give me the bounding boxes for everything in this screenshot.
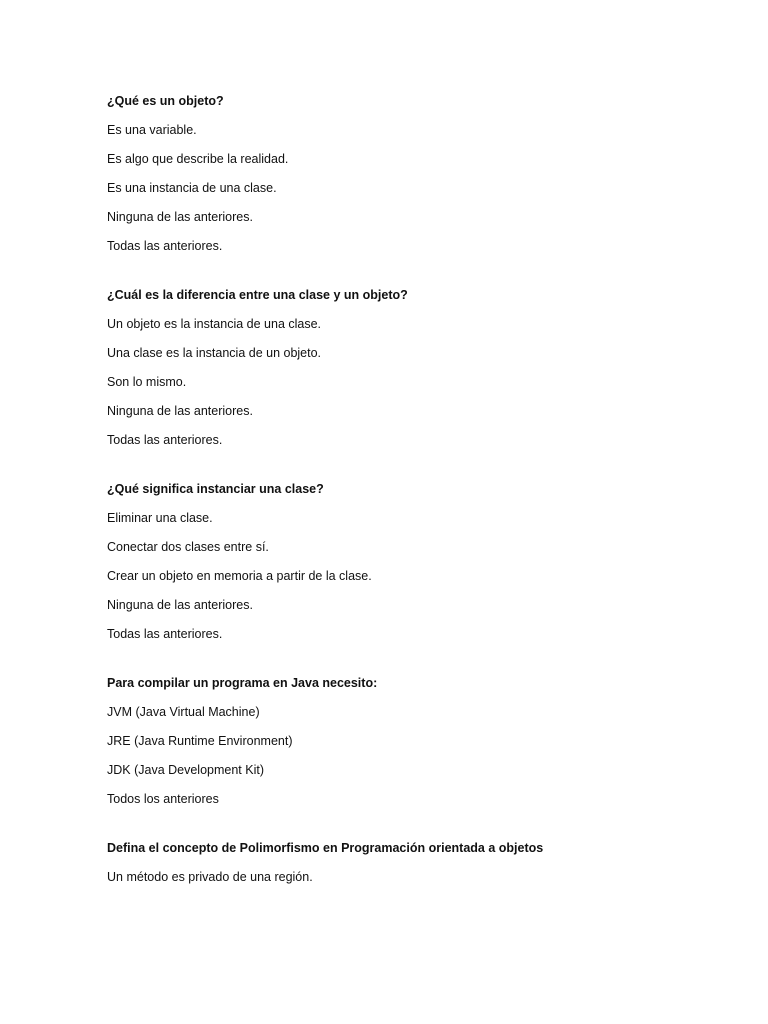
answer-option: Es una instancia de una clase. [107, 181, 277, 195]
answer-option: Todas las anteriores. [107, 433, 223, 447]
answer-option: Conectar dos clases entre sí. [107, 540, 269, 554]
answer-option: Un objeto es la instancia de una clase. [107, 317, 322, 331]
answer-option: Todas las anteriores. [107, 627, 223, 641]
question-title: ¿Cuál es la diferencia entre una clase y un objeto? [107, 288, 408, 302]
question-title: Defina el concepto de Polimorfismo en Programación orientada a objetos [107, 841, 544, 855]
answer-option: Es algo que describe la realidad. [107, 152, 289, 166]
answer-option: Eliminar una clase. [107, 511, 213, 525]
question-title: ¿Qué significa instanciar una clase? [107, 482, 324, 496]
question-1 [107, 91, 747, 256]
answer-option: Crear un objeto en memoria a partir de la clase. [107, 569, 372, 583]
question-title: ¿Qué es un objeto? [107, 94, 224, 108]
answer-option: Todas las anteriores. [107, 239, 223, 253]
question-title: Para compilar un programa en Java necesito: [107, 676, 378, 690]
question-2 [107, 285, 747, 450]
answer-option: Es una variable. [107, 123, 197, 137]
answer-option: JDK (Java Development Kit) [107, 763, 265, 777]
answer-option: Una clase es la instancia de un objeto. [107, 346, 322, 360]
answer-option: Un método es privado de una región. [107, 870, 313, 884]
question-3 [107, 479, 747, 644]
answer-option: Ninguna de las anteriores. [107, 404, 253, 418]
answer-option: JRE (Java Runtime Environment) [107, 734, 293, 748]
answer-option: JVM (Java Virtual Machine) [107, 705, 260, 719]
question-4 [107, 673, 747, 809]
document-page [107, 91, 747, 916]
answer-option: Todos los anteriores [107, 792, 219, 806]
answer-option: Ninguna de las anteriores. [107, 210, 253, 224]
answer-option: Son lo mismo. [107, 375, 187, 389]
answer-option: Ninguna de las anteriores. [107, 598, 253, 612]
question-5 [107, 838, 747, 887]
